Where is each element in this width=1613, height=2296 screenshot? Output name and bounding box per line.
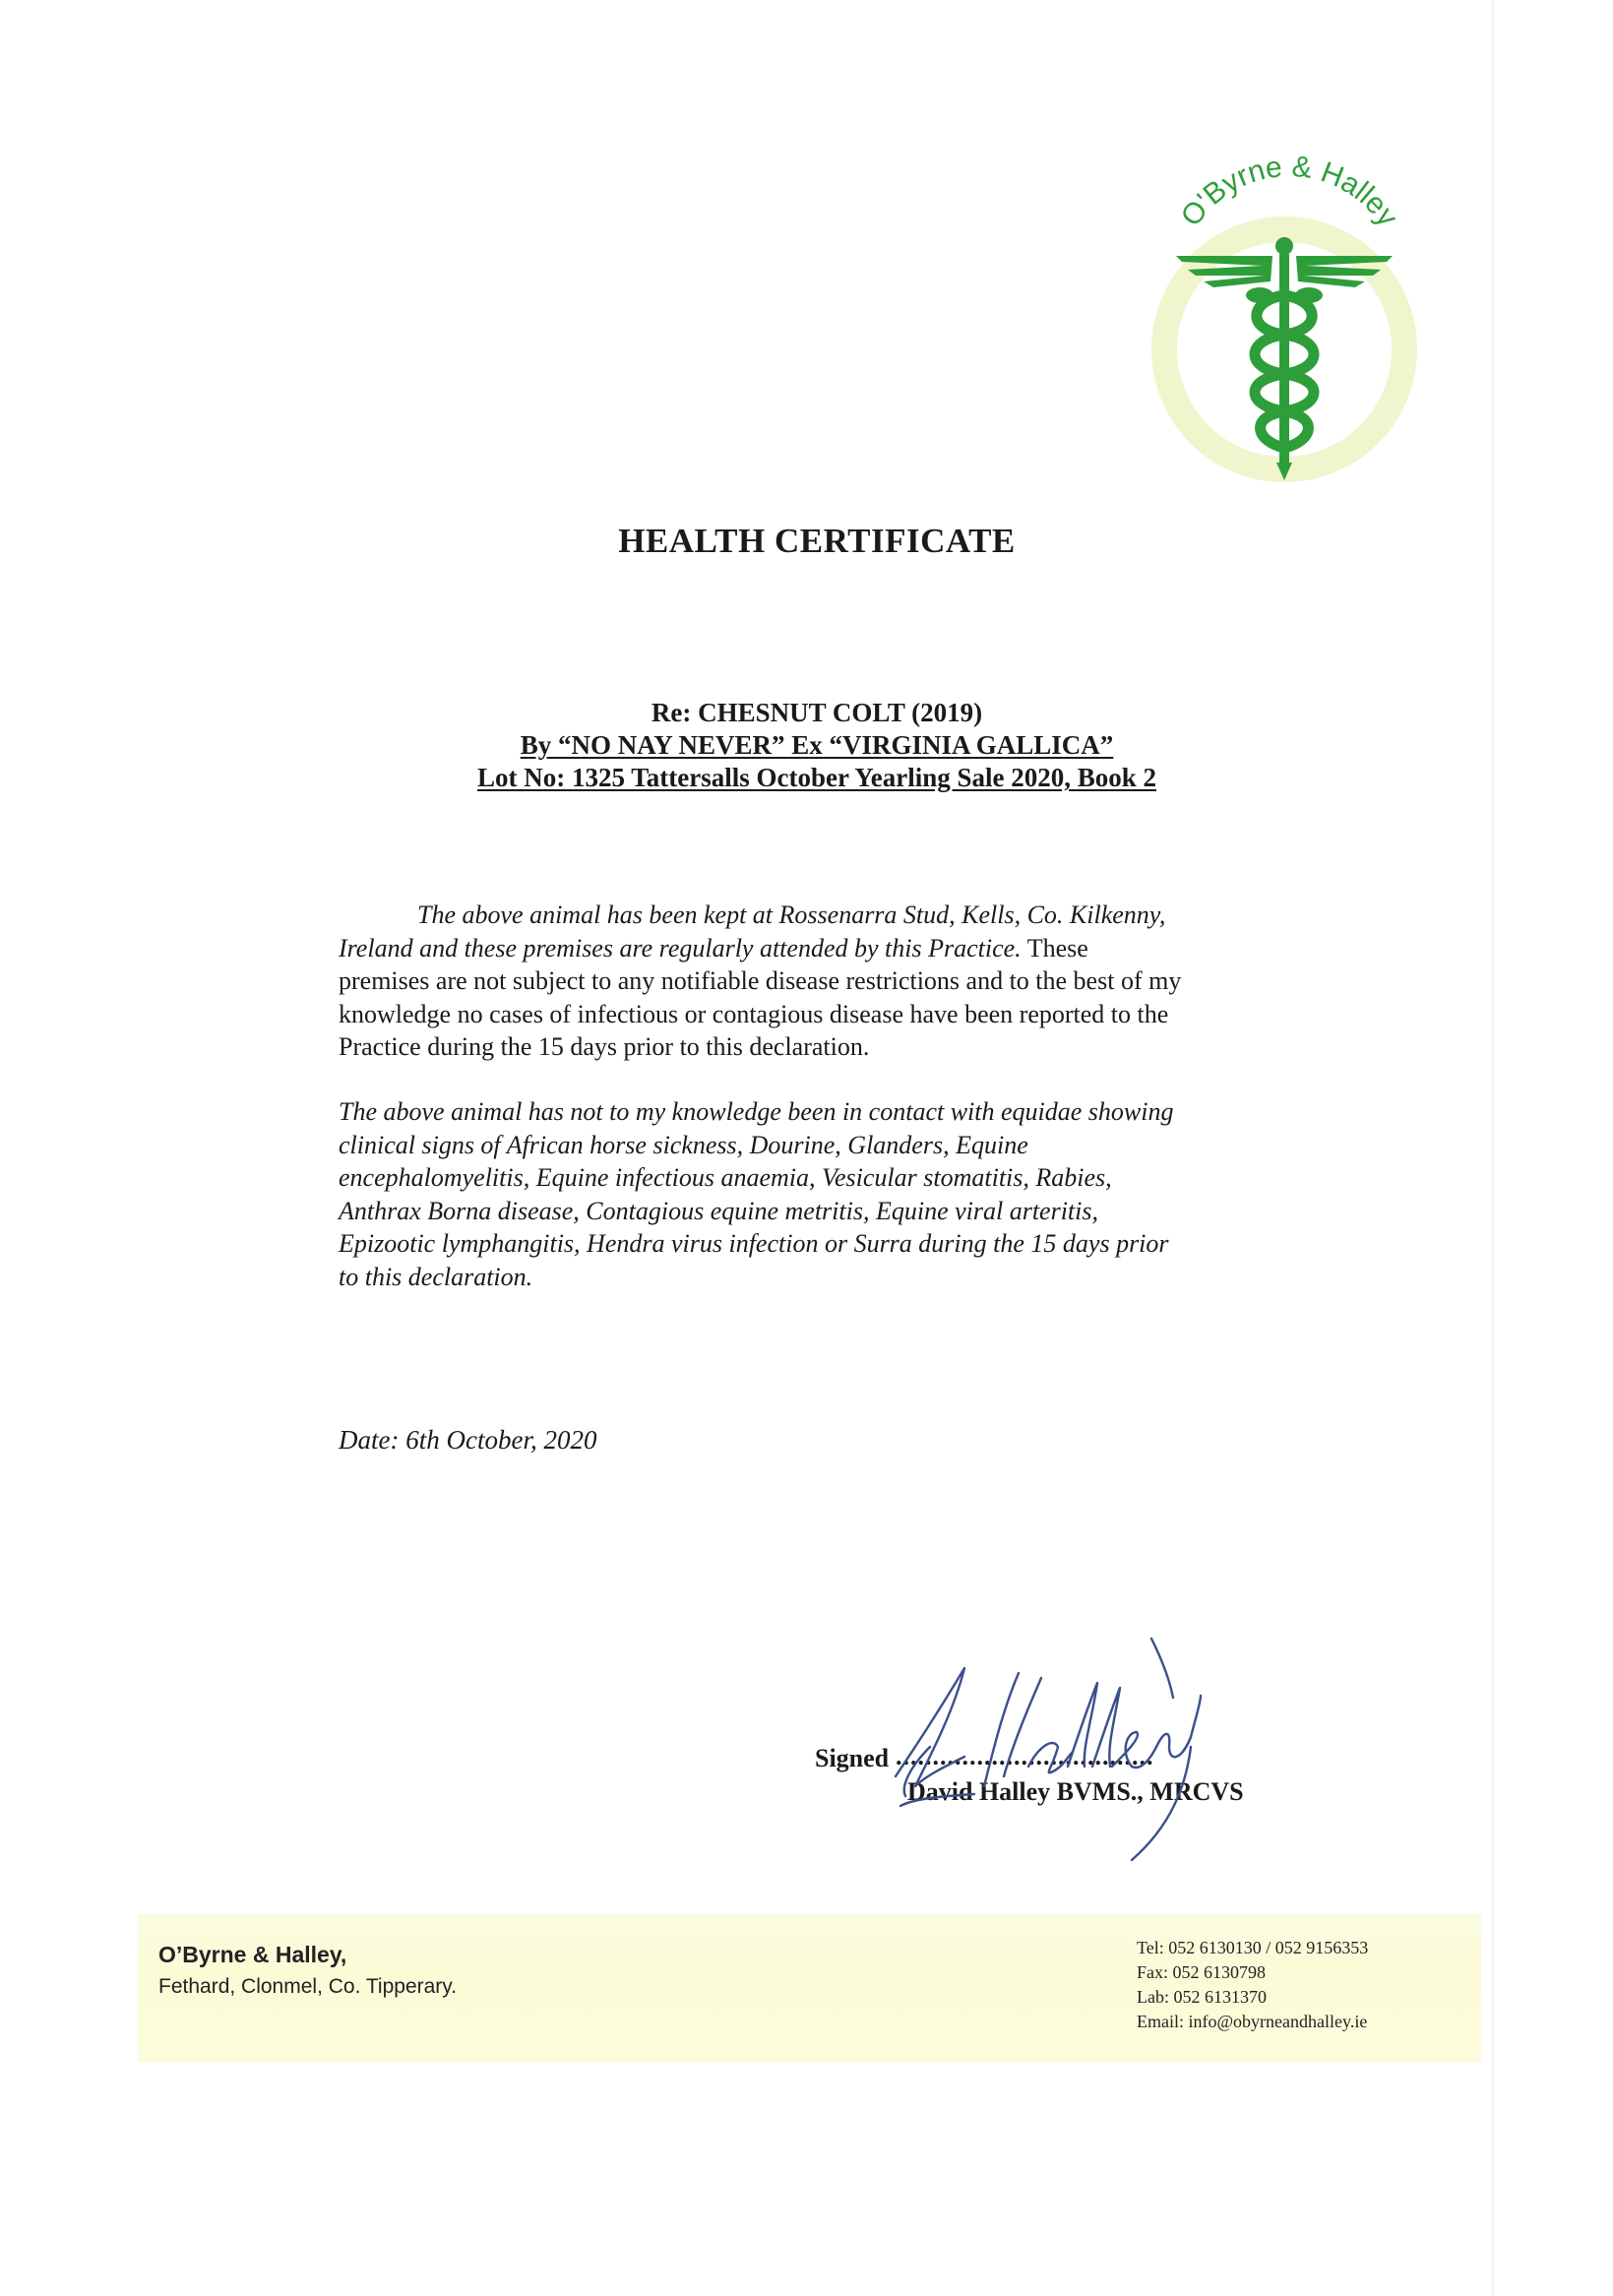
subject-block [0, 697, 1613, 794]
footer-address: Fethard, Clonmel, Co. Tipperary. [158, 1975, 458, 1998]
practice-logo [1147, 148, 1422, 482]
handwritten-signature [856, 1629, 1309, 1870]
footer-contacts [1137, 1936, 1368, 2034]
declaration-paragraph-1 [339, 899, 1283, 1064]
signed-label: Signed [815, 1744, 890, 1772]
footer-tel: Tel: 052 6130130 / 052 9156353 [1137, 1938, 1369, 1957]
subject-horse: Re: CHESNUT COLT (2019) [651, 698, 983, 727]
subject-lot: Lot No: 1325 Tattersalls October Yearling Sale 2020, Book 2 [477, 763, 1156, 792]
declaration-date: Date: 6th October, 2020 [339, 1425, 597, 1455]
signer-name: David Halley BVMS., MRCVS [907, 1777, 1244, 1806]
paragraph-line: The above animal has not to my knowledge been in contact with equidae showing [339, 1097, 1174, 1126]
paragraph-line: Ireland and these premises are regularly attended by this Practice. These [339, 933, 1088, 962]
footer-email: Email: info@obyrneandhalley.ie [1137, 2012, 1368, 2031]
paragraph-line: to this declaration. [339, 1262, 533, 1291]
signature-line: ................................... [896, 1742, 1154, 1770]
paragraph-line: clinical signs of African horse sickness, Dourine, Glanders, Equine [339, 1130, 1028, 1159]
logo-arc-text: O'Byrne & Halley [1174, 150, 1404, 233]
paragraph-line: knowledge no cases of infectious or contagious disease have been reported to the [339, 999, 1169, 1028]
footer-fax: Fax: 052 6130798 [1137, 1962, 1267, 1982]
page-title: HEALTH CERTIFICATE [618, 522, 1016, 560]
paragraph-line: Anthrax Borna disease, Contagious equine metritis, Equine viral arteritis, [339, 1196, 1099, 1225]
footer-lab: Lab: 052 6131370 [1137, 1987, 1267, 2007]
paragraph-line: premises are not subject to any notifiable disease restrictions and to the best of my [339, 966, 1182, 995]
practice-footer [138, 1914, 1481, 2062]
footer-practice-name: O’Byrne & Halley, [158, 1942, 347, 1967]
declaration-paragraph-2 [339, 1095, 1283, 1293]
paragraph-line: The above animal has been kept at Rossenarra Stud, Kells, Co. Kilkenny, [417, 900, 1166, 929]
page-edge-shadow [1491, 0, 1495, 2296]
subject-breeding: By “NO NAY NEVER” Ex “VIRGINIA GALLICA” [520, 730, 1114, 760]
paragraph-line: Practice during the 15 days prior to this declaration. [339, 1032, 870, 1061]
paragraph-line: encephalomyelitis, Equine infectious anaemia, Vesicular stomatitis, Rabies, [339, 1163, 1112, 1192]
paragraph-line: Epizootic lymphangitis, Hendra virus infection or Surra during the 15 days prior [339, 1229, 1169, 1258]
